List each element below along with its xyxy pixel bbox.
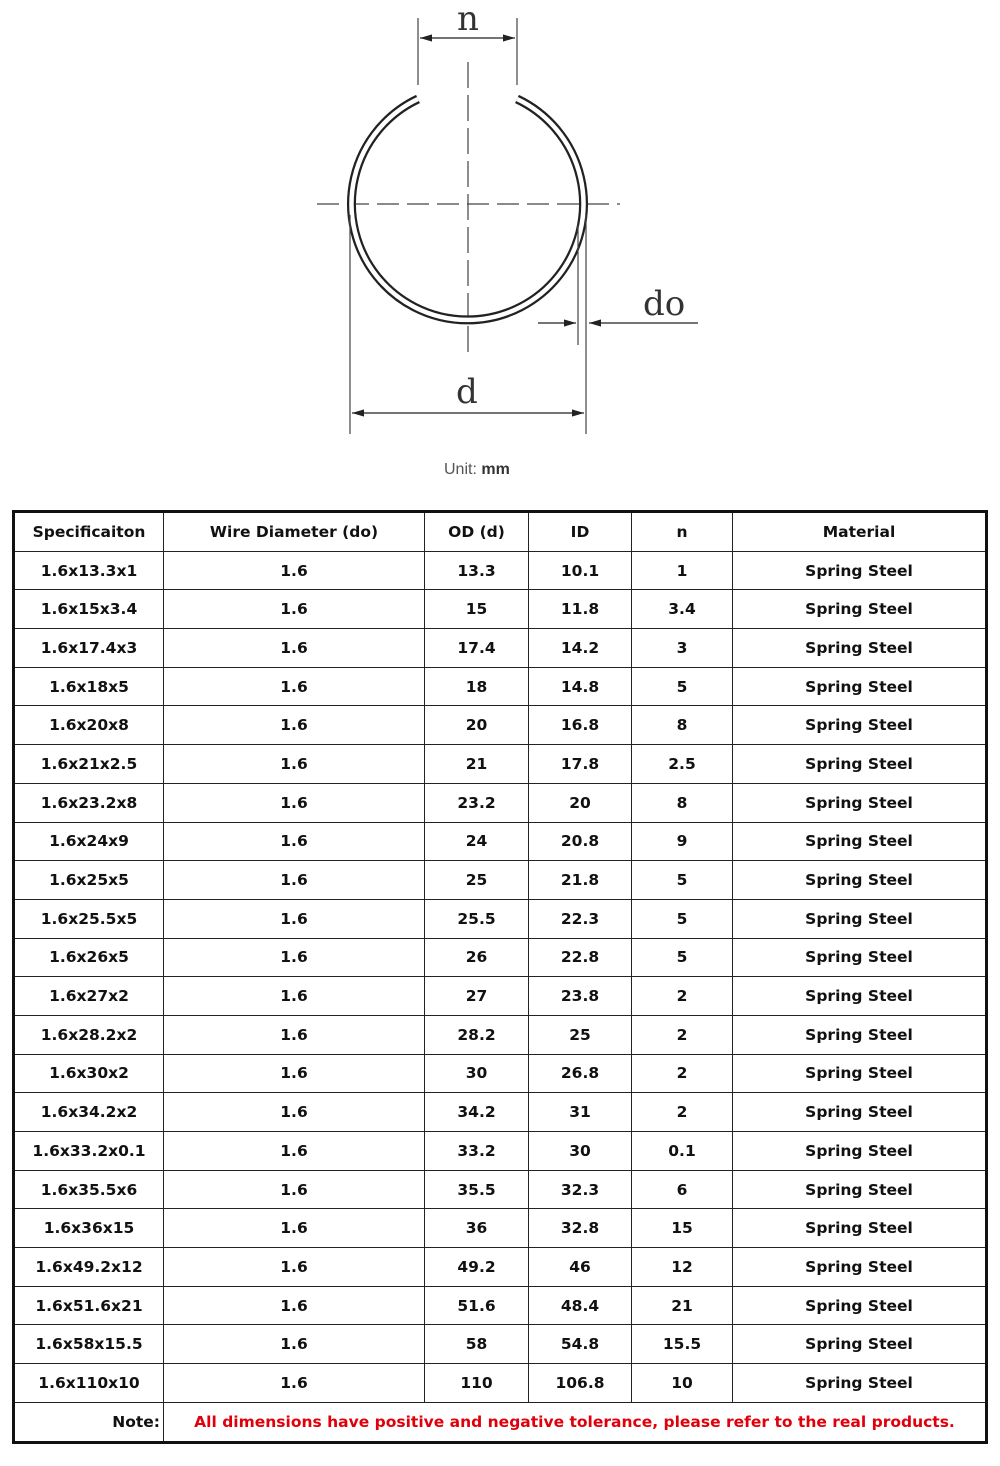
cell-n: 2 (632, 1093, 733, 1132)
cell-od: 34.2 (425, 1093, 529, 1132)
cell-material: Spring Steel (733, 1015, 987, 1054)
cell-material: Spring Steel (733, 783, 987, 822)
cell-wire-diameter: 1.6 (164, 938, 425, 977)
note-text: All dimensions have positive and negative tolerance, please refer to the real products. (164, 1402, 987, 1442)
cell-wire-diameter: 1.6 (164, 899, 425, 938)
cell-material: Spring Steel (733, 1286, 987, 1325)
table-row (14, 1209, 987, 1248)
cell-od: 25 (425, 861, 529, 900)
cell-specification: 1.6x13.3x1 (14, 551, 164, 590)
ring-diagram (0, 0, 1000, 500)
cell-n: 9 (632, 822, 733, 861)
table-header-row (14, 512, 987, 552)
cell-specification: 1.6x24x9 (14, 822, 164, 861)
cell-od: 15 (425, 590, 529, 629)
cell-n: 3.4 (632, 590, 733, 629)
header-specification: Specificaiton (14, 512, 164, 552)
table-row (14, 1170, 987, 1209)
cell-wire-diameter: 1.6 (164, 822, 425, 861)
cell-n: 15.5 (632, 1325, 733, 1364)
cell-od: 36 (425, 1209, 529, 1248)
table-row (14, 938, 987, 977)
cell-specification: 1.6x34.2x2 (14, 1093, 164, 1132)
cell-n: 21 (632, 1286, 733, 1325)
cell-specification: 1.6x27x2 (14, 977, 164, 1016)
table-row (14, 1286, 987, 1325)
cell-material: Spring Steel (733, 590, 987, 629)
cell-id: 54.8 (529, 1325, 632, 1364)
cell-material: Spring Steel (733, 1054, 987, 1093)
cell-od: 18 (425, 667, 529, 706)
cell-id: 106.8 (529, 1364, 632, 1403)
cell-wire-diameter: 1.6 (164, 1170, 425, 1209)
cell-id: 25 (529, 1015, 632, 1054)
cell-od: 49.2 (425, 1248, 529, 1287)
cell-od: 25.5 (425, 899, 529, 938)
cell-od: 20 (425, 706, 529, 745)
table-row (14, 861, 987, 900)
header-od: OD (d) (425, 512, 529, 552)
cell-material: Spring Steel (733, 938, 987, 977)
cell-wire-diameter: 1.6 (164, 590, 425, 629)
note-label: Note: (14, 1402, 164, 1442)
cell-od: 28.2 (425, 1015, 529, 1054)
cell-id: 26.8 (529, 1054, 632, 1093)
cell-wire-diameter: 1.6 (164, 1054, 425, 1093)
table-row (14, 551, 987, 590)
cell-wire-diameter: 1.6 (164, 1093, 425, 1132)
cell-material: Spring Steel (733, 1364, 987, 1403)
cell-n: 12 (632, 1248, 733, 1287)
cell-id: 30 (529, 1132, 632, 1171)
cell-specification: 1.6x26x5 (14, 938, 164, 977)
do-label: do (643, 284, 686, 324)
cell-id: 46 (529, 1248, 632, 1287)
table-row (14, 1132, 987, 1171)
cell-material: Spring Steel (733, 1209, 987, 1248)
cell-od: 23.2 (425, 783, 529, 822)
cell-wire-diameter: 1.6 (164, 745, 425, 784)
cell-id: 23.8 (529, 977, 632, 1016)
table-row (14, 629, 987, 668)
cell-n: 0.1 (632, 1132, 733, 1171)
cell-n: 8 (632, 783, 733, 822)
cell-id: 11.8 (529, 590, 632, 629)
cell-n: 2.5 (632, 745, 733, 784)
cell-od: 26 (425, 938, 529, 977)
cell-wire-diameter: 1.6 (164, 1015, 425, 1054)
table-row (14, 1325, 987, 1364)
cell-id: 20.8 (529, 822, 632, 861)
cell-od: 58 (425, 1325, 529, 1364)
header-wire-diameter: Wire Diameter (do) (164, 512, 425, 552)
cell-specification: 1.6x20x8 (14, 706, 164, 745)
table-row (14, 1364, 987, 1403)
cell-id: 20 (529, 783, 632, 822)
cell-material: Spring Steel (733, 1170, 987, 1209)
table-row (14, 1015, 987, 1054)
cell-od: 24 (425, 822, 529, 861)
table-row (14, 667, 987, 706)
cell-specification: 1.6x23.2x8 (14, 783, 164, 822)
table-row (14, 745, 987, 784)
unit-value: mm (481, 461, 510, 478)
cell-wire-diameter: 1.6 (164, 551, 425, 590)
note-row (14, 1402, 987, 1442)
cell-wire-diameter: 1.6 (164, 1248, 425, 1287)
unit-prefix: Unit: (444, 461, 477, 478)
cell-specification: 1.6x25.5x5 (14, 899, 164, 938)
cell-specification: 1.6x36x15 (14, 1209, 164, 1248)
cell-specification: 1.6x49.2x12 (14, 1248, 164, 1287)
cell-n: 15 (632, 1209, 733, 1248)
cell-id: 10.1 (529, 551, 632, 590)
cell-id: 31 (529, 1093, 632, 1132)
cell-id: 32.8 (529, 1209, 632, 1248)
cell-specification: 1.6x18x5 (14, 667, 164, 706)
cell-id: 14.8 (529, 667, 632, 706)
cell-specification: 1.6x51.6x21 (14, 1286, 164, 1325)
cell-n: 6 (632, 1170, 733, 1209)
cell-n: 5 (632, 861, 733, 900)
cell-n: 2 (632, 1054, 733, 1093)
cell-material: Spring Steel (733, 1132, 987, 1171)
cell-id: 16.8 (529, 706, 632, 745)
cell-n: 5 (632, 667, 733, 706)
cell-specification: 1.6x15x3.4 (14, 590, 164, 629)
cell-wire-diameter: 1.6 (164, 667, 425, 706)
cell-specification: 1.6x28.2x2 (14, 1015, 164, 1054)
cell-wire-diameter: 1.6 (164, 1364, 425, 1403)
cell-specification: 1.6x17.4x3 (14, 629, 164, 668)
cell-od: 13.3 (425, 551, 529, 590)
table-row (14, 822, 987, 861)
cell-specification: 1.6x30x2 (14, 1054, 164, 1093)
table-row (14, 977, 987, 1016)
table-row (14, 783, 987, 822)
cell-material: Spring Steel (733, 1248, 987, 1287)
cell-id: 22.3 (529, 899, 632, 938)
cell-n: 2 (632, 1015, 733, 1054)
cell-id: 17.8 (529, 745, 632, 784)
cell-material: Spring Steel (733, 745, 987, 784)
cell-material: Spring Steel (733, 667, 987, 706)
cell-n: 10 (632, 1364, 733, 1403)
cell-specification: 1.6x35.5x6 (14, 1170, 164, 1209)
cell-id: 14.2 (529, 629, 632, 668)
cell-wire-diameter: 1.6 (164, 861, 425, 900)
cell-wire-diameter: 1.6 (164, 1209, 425, 1248)
cell-id: 32.3 (529, 1170, 632, 1209)
cell-id: 22.8 (529, 938, 632, 977)
table-row (14, 1093, 987, 1132)
cell-material: Spring Steel (733, 861, 987, 900)
unit-label (444, 461, 510, 479)
cell-material: Spring Steel (733, 899, 987, 938)
cell-n: 8 (632, 706, 733, 745)
cell-wire-diameter: 1.6 (164, 1286, 425, 1325)
cell-specification: 1.6x33.2x0.1 (14, 1132, 164, 1171)
table-row (14, 1054, 987, 1093)
cell-specification: 1.6x25x5 (14, 861, 164, 900)
cell-od: 21 (425, 745, 529, 784)
cell-wire-diameter: 1.6 (164, 629, 425, 668)
cell-od: 30 (425, 1054, 529, 1093)
cell-material: Spring Steel (733, 1093, 987, 1132)
cell-specification: 1.6x21x2.5 (14, 745, 164, 784)
header-id: ID (529, 512, 632, 552)
cell-material: Spring Steel (733, 551, 987, 590)
cell-od: 17.4 (425, 629, 529, 668)
cell-n: 1 (632, 551, 733, 590)
cell-wire-diameter: 1.6 (164, 1325, 425, 1364)
cell-id: 48.4 (529, 1286, 632, 1325)
cell-od: 33.2 (425, 1132, 529, 1171)
table-row (14, 1248, 987, 1287)
cell-specification: 1.6x58x15.5 (14, 1325, 164, 1364)
header-material: Material (733, 512, 987, 552)
cell-material: Spring Steel (733, 977, 987, 1016)
cell-material: Spring Steel (733, 629, 987, 668)
cell-wire-diameter: 1.6 (164, 1132, 425, 1171)
cell-od: 35.5 (425, 1170, 529, 1209)
d-label: d (456, 372, 478, 412)
cell-n: 2 (632, 977, 733, 1016)
spec-table (12, 510, 988, 1444)
table-row (14, 706, 987, 745)
table-row (14, 590, 987, 629)
cell-od: 110 (425, 1364, 529, 1403)
cell-material: Spring Steel (733, 706, 987, 745)
cell-wire-diameter: 1.6 (164, 706, 425, 745)
cell-id: 21.8 (529, 861, 632, 900)
cell-wire-diameter: 1.6 (164, 977, 425, 1016)
n-label: n (457, 0, 479, 39)
header-n: n (632, 512, 733, 552)
cell-n: 5 (632, 938, 733, 977)
cell-od: 51.6 (425, 1286, 529, 1325)
table-row (14, 899, 987, 938)
cell-od: 27 (425, 977, 529, 1016)
cell-n: 5 (632, 899, 733, 938)
cell-wire-diameter: 1.6 (164, 783, 425, 822)
cell-specification: 1.6x110x10 (14, 1364, 164, 1403)
cell-material: Spring Steel (733, 822, 987, 861)
cell-material: Spring Steel (733, 1325, 987, 1364)
cell-n: 3 (632, 629, 733, 668)
